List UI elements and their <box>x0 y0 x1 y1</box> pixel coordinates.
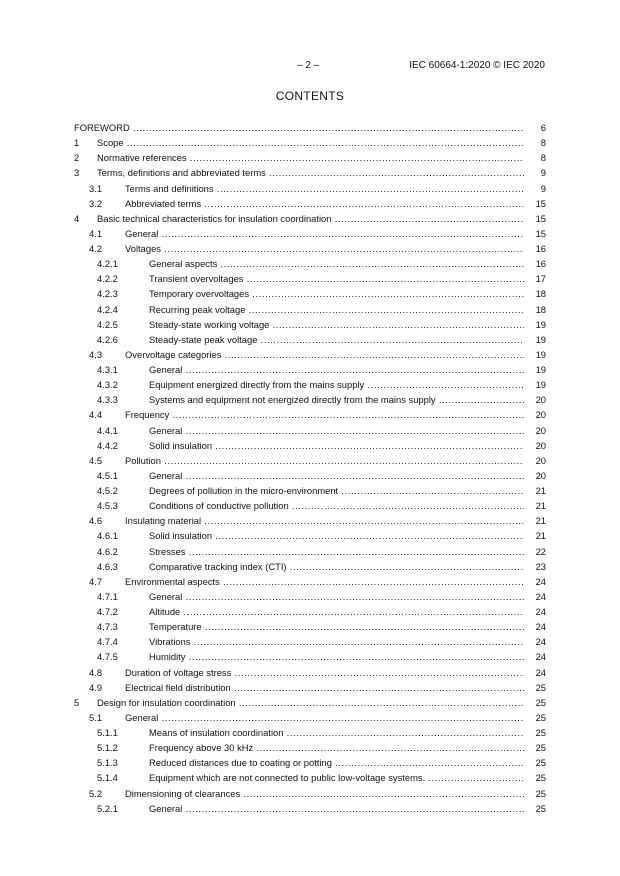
toc-entry-page: 25 <box>535 802 546 814</box>
toc-entry-page: 25 <box>535 742 546 754</box>
toc-entry-number: 4.5.1 <box>97 469 118 481</box>
toc-entry-page: 16 <box>535 243 546 254</box>
toc-entry-number: 4.6.3 <box>97 560 118 572</box>
toc-entry-title: Frequency above 30 kHz ..... <box>149 740 524 755</box>
toc-entry[interactable] <box>74 302 546 317</box>
toc-entry[interactable] <box>74 407 546 422</box>
toc-entry-page: 25 <box>535 757 546 769</box>
toc-entry-title: Voltages ..... <box>125 241 524 256</box>
toc-entry[interactable] <box>74 362 546 377</box>
toc-entry-page: 8 <box>540 137 546 149</box>
toc-entry[interactable] <box>74 634 546 649</box>
toc-entry-page: 20 <box>535 394 546 406</box>
toc-entry-page: 24 <box>535 590 546 602</box>
toc-entry-number: 4.3.1 <box>97 364 118 375</box>
toc-entry[interactable] <box>74 649 546 664</box>
toc-entry-title: Terms, definitions and abbreviated terms ..... <box>97 165 524 180</box>
toc-entry-page: 20 <box>535 454 546 466</box>
toc-entry-number: 4.7.2 <box>97 606 118 617</box>
toc-entry-page: 25 <box>535 681 546 693</box>
toc-entry-page: 19 <box>535 333 546 345</box>
toc-entry[interactable] <box>74 619 546 634</box>
toc-entry-number: 5.1.1 <box>97 727 118 738</box>
toc-entry[interactable] <box>74 604 546 619</box>
toc-entry-page: 15 <box>535 212 546 224</box>
toc-entry-page: 24 <box>535 636 546 648</box>
toc-entry-title: Dimensioning of clearances ..... <box>125 786 524 801</box>
toc-entry-page: 23 <box>535 560 546 572</box>
toc-entry-title: Equipment which are not connected to public low-voltage systems. ..... <box>149 770 524 785</box>
toc-entry-title: Steady-state peak voltage ..... <box>149 332 524 347</box>
toc-entry-page: 25 <box>535 711 546 723</box>
toc-entry-number: 4.2 <box>89 243 103 254</box>
toc-entry-page: 16 <box>535 258 546 270</box>
toc-entry-title: Equipment energized directly from the mains supply ..... <box>149 377 524 392</box>
toc-entry[interactable] <box>74 211 546 226</box>
toc-entry-number: 4.5.3 <box>97 500 118 512</box>
toc-entry-page: 24 <box>535 575 546 587</box>
toc-entry-page: 21 <box>535 530 546 542</box>
toc-entry-page: 20 <box>535 424 546 436</box>
toc-entry-number: 4.3 <box>89 348 103 360</box>
toc-entry-number: 4.2.3 <box>97 288 118 300</box>
toc-entry[interactable] <box>74 740 546 755</box>
toc-entry-title: General ..... <box>149 423 524 438</box>
toc-entry-page: 24 <box>535 621 546 633</box>
toc-entry-page: 19 <box>535 318 546 330</box>
toc-entry[interactable] <box>74 438 546 453</box>
toc-entry-title: Scope ..... <box>97 135 524 150</box>
toc-entry-number: 5.2 <box>89 787 103 799</box>
toc-entry-title: Duration of voltage stress ..... <box>125 665 524 680</box>
toc-entry-title: Abbreviated terms ..... <box>125 196 524 211</box>
toc-entry[interactable] <box>74 165 546 180</box>
toc-entry-number: 4.6 <box>89 515 103 527</box>
toc-entry-number: 3.2 <box>89 197 103 209</box>
toc-entry-number: 2 <box>74 152 80 164</box>
toc-entry-page: 21 <box>535 515 546 527</box>
toc-entry-page: 25 <box>535 696 546 708</box>
toc-entry-title: Vibrations ..... <box>149 634 524 649</box>
toc-entry-number: 4.4.1 <box>97 424 118 436</box>
toc-entry-page: 25 <box>535 727 546 738</box>
toc-entry-page: 24 <box>535 606 546 617</box>
toc-entry[interactable] <box>74 574 546 589</box>
toc-entry-title: General ..... <box>149 468 524 483</box>
toc-entry-number: 3.1 <box>89 182 103 194</box>
toc-entry-page: 20 <box>535 409 546 421</box>
toc-entry[interactable] <box>74 498 546 513</box>
toc-entry-number: 4.2.6 <box>97 333 118 345</box>
toc-entry-title: General ..... <box>125 710 524 725</box>
toc-entry[interactable] <box>74 271 546 286</box>
toc-entry-number: 4.5.2 <box>97 485 118 496</box>
toc-entry[interactable] <box>74 347 546 362</box>
toc-entry-title: Reduced distances due to coating or potting ..... <box>149 755 524 770</box>
toc-entry-title: Systems and equipment not energized directly from the mains supply ..... <box>149 392 524 407</box>
toc-entry-number: 4.2.5 <box>97 318 118 330</box>
toc-entry-page: 18 <box>535 303 546 315</box>
toc-entry-number: 4.7 <box>89 575 103 587</box>
toc-entry-title: Electrical field distribution ..... <box>125 680 524 695</box>
toc-entry[interactable] <box>74 286 546 301</box>
toc-entry-page: 20 <box>535 469 546 481</box>
toc-entry-number: 4.3.3 <box>97 394 118 406</box>
toc-entry-page: 24 <box>535 651 546 663</box>
toc-entry[interactable] <box>74 468 546 483</box>
toc-entry-title: Terms and definitions ..... <box>125 181 524 196</box>
toc-entry-title: Transient overvoltages ..... <box>149 271 524 286</box>
toc-entry[interactable] <box>74 196 546 211</box>
toc-entry-title: Steady-state working voltage ..... <box>149 317 524 332</box>
toc-entry-page: 15 <box>535 197 546 209</box>
toc-entry[interactable] <box>74 483 546 498</box>
toc-entry-title: General ..... <box>149 362 524 377</box>
toc-entry-title: General ..... <box>149 801 524 816</box>
toc-entry-number: 4.2.2 <box>97 273 118 285</box>
toc-entry-number: 4.5 <box>89 454 103 466</box>
page-number: – 2 – <box>297 60 320 71</box>
toc-entry-title: Normative references ..... <box>97 150 524 165</box>
toc-entry-title: FOREWORD ..... <box>74 120 524 135</box>
toc-entry-number: 4 <box>74 212 80 224</box>
toc-entry-number: 5 <box>74 696 80 708</box>
toc-entry-title: Temporary overvoltages ..... <box>149 286 524 301</box>
toc-entry-title: Overvoltage categories ..... <box>125 347 524 362</box>
toc-entry[interactable] <box>74 120 546 135</box>
toc-entry[interactable] <box>74 725 546 740</box>
toc-entry-number: 4.2.1 <box>97 258 118 270</box>
toc-entry-page: 15 <box>535 227 546 239</box>
toc-entry[interactable] <box>74 256 546 271</box>
toc-entry-page: 21 <box>535 485 546 496</box>
toc-entry-title: Recurring peak voltage ..... <box>149 302 524 317</box>
toc-entry-number: 4.7.1 <box>97 590 118 602</box>
toc-entry-number: 4.7.3 <box>97 621 118 633</box>
toc-entry-title: Frequency ..... <box>125 407 524 422</box>
toc-entry-number: 4.7.5 <box>97 651 118 663</box>
toc-entry-number: 5.1.4 <box>97 772 118 784</box>
toc-entry[interactable] <box>74 150 546 165</box>
toc-entry-page: 25 <box>535 787 546 799</box>
toc-entry-title: Environmental aspects ..... <box>125 574 524 589</box>
toc-entry[interactable] <box>74 755 546 770</box>
toc-entry[interactable] <box>74 181 546 196</box>
toc-entry-page: 24 <box>535 666 546 678</box>
toc-entry-number: 4.4 <box>89 409 103 421</box>
toc-entry[interactable] <box>74 513 546 528</box>
toc-entry-title: Solid insulation ..... <box>149 438 524 453</box>
toc-entry-number: 4.4.2 <box>97 439 118 451</box>
toc-entry[interactable] <box>74 423 546 438</box>
toc-entry-page: 21 <box>535 500 546 512</box>
table-of-contents <box>74 120 546 816</box>
toc-entry-page: 9 <box>540 167 546 179</box>
toc-entry-title: General aspects ..... <box>149 256 524 271</box>
toc-entry-title: Altitude ..... <box>149 604 524 619</box>
toc-entry-page: 19 <box>535 364 546 375</box>
toc-entry-number: 4.9 <box>89 681 103 693</box>
toc-entry[interactable] <box>74 528 546 543</box>
toc-entry-page: 20 <box>535 439 546 451</box>
toc-entry-number: 4.3.2 <box>97 379 118 391</box>
toc-entry-number: 4.1 <box>89 227 103 239</box>
toc-entry-title: Solid insulation ..... <box>149 528 524 543</box>
toc-entry-title: Stresses ..... <box>149 544 524 559</box>
toc-entry-title: Insulating material ..... <box>125 513 524 528</box>
toc-entry[interactable] <box>74 710 546 725</box>
toc-entry-title: Design for insulation coordination ..... <box>97 695 524 710</box>
toc-entry[interactable] <box>74 665 546 680</box>
toc-entry-title: Humidity ..... <box>149 649 524 664</box>
toc-entry-number: 4.6.2 <box>97 545 118 557</box>
document-reference: IEC 60664-1:2020 © IEC 2020 <box>409 60 545 71</box>
toc-entry[interactable] <box>74 377 546 392</box>
toc-entry[interactable] <box>74 589 546 604</box>
toc-entry-title: Basic technical characteristics for insulation coordination ..... <box>97 211 524 226</box>
toc-entry[interactable] <box>74 801 546 816</box>
toc-entry-number: 1 <box>74 137 80 149</box>
toc-entry[interactable] <box>74 332 546 347</box>
toc-entry-number: 4.8 <box>89 666 103 678</box>
toc-entry-title: Means of insulation coordination ..... <box>149 725 524 740</box>
toc-entry-page: 8 <box>540 152 546 164</box>
toc-entry[interactable] <box>74 544 546 559</box>
toc-entry-number: 5.1 <box>89 711 103 723</box>
toc-entry-page: 25 <box>535 772 546 784</box>
toc-entry[interactable] <box>74 770 546 785</box>
toc-entry[interactable] <box>74 680 546 695</box>
toc-entry-page: 19 <box>535 348 546 360</box>
toc-entry-page: 9 <box>540 182 546 194</box>
toc-entry-title: General ..... <box>149 589 524 604</box>
toc-entry[interactable] <box>74 317 546 332</box>
toc-entry-number: 4.6.1 <box>97 530 118 542</box>
toc-entry-number: 5.1.2 <box>97 742 118 754</box>
toc-entry-page: 22 <box>535 545 546 557</box>
toc-entry[interactable] <box>74 559 546 574</box>
toc-entry[interactable] <box>74 226 546 241</box>
toc-entry-title: Degrees of pollution in the micro-environment ..... <box>149 483 524 498</box>
toc-entry-number: 5.1.3 <box>97 757 118 769</box>
toc-entry[interactable] <box>74 135 546 150</box>
toc-entry-title: Conditions of conductive pollution ..... <box>149 498 524 513</box>
toc-entry-title: Pollution ..... <box>125 453 524 468</box>
toc-entry-title: Comparative tracking index (CTI) ..... <box>149 559 524 574</box>
toc-entry-number: 4.7.4 <box>97 636 118 648</box>
toc-entry-number: 4.2.4 <box>97 303 118 315</box>
toc-entry-page: 6 <box>540 122 546 133</box>
toc-entry[interactable] <box>74 453 546 468</box>
toc-entry-number: 5.2.1 <box>97 802 118 814</box>
toc-entry-page: 17 <box>535 273 546 285</box>
toc-entry-title: General ..... <box>125 226 524 241</box>
toc-entry-page: 18 <box>535 288 546 300</box>
page-title: CONTENTS <box>275 89 345 103</box>
toc-entry[interactable] <box>74 241 546 256</box>
toc-entry[interactable] <box>74 695 546 710</box>
toc-entry-page: 19 <box>535 379 546 391</box>
toc-entry[interactable] <box>74 786 546 801</box>
toc-entry-number: 3 <box>74 167 80 179</box>
toc-entry[interactable] <box>74 392 546 407</box>
toc-entry-title: Temperature ..... <box>149 619 524 634</box>
